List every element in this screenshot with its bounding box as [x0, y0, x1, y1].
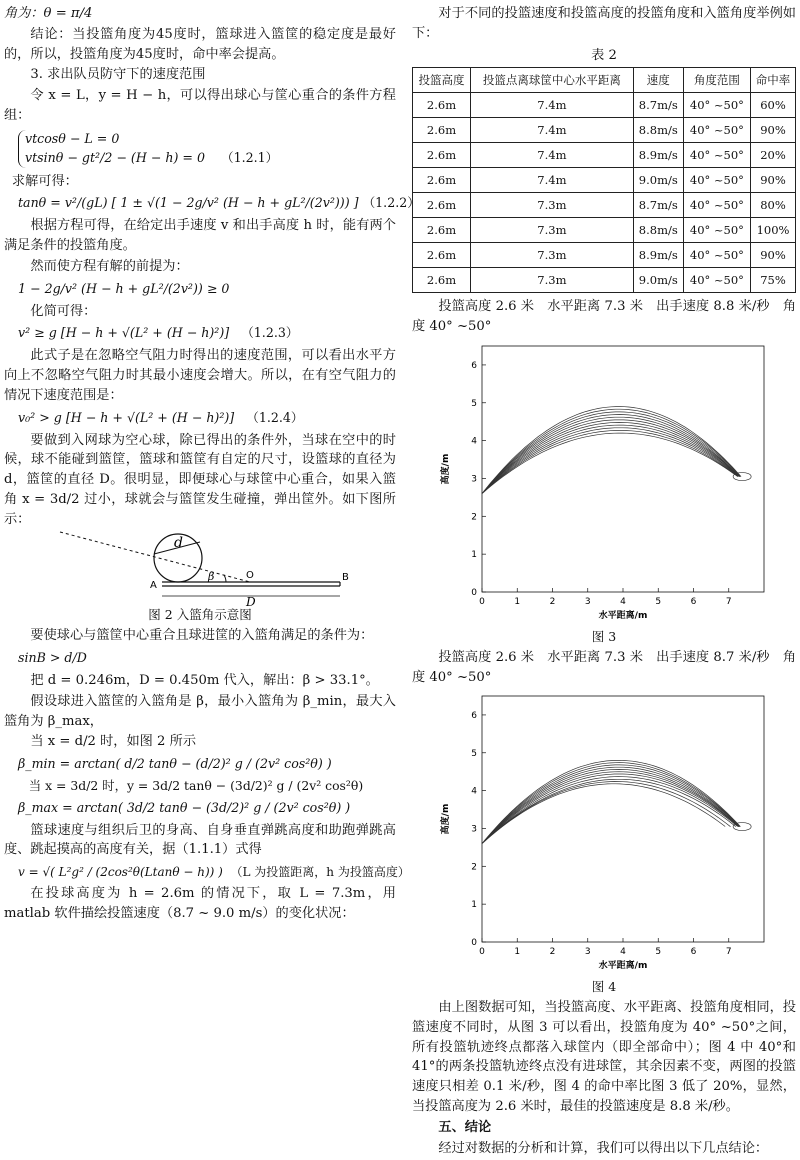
cell-angle-range: 40° ~50°	[683, 118, 750, 143]
figure-3-description: 投篮高度 2.6 米 水平距离 7.3 米 出手速度 8.8 米/秒 角度 40° ~50°	[412, 299, 796, 335]
table-row	[413, 143, 796, 168]
table-row	[413, 268, 796, 293]
y-tick-label: 2	[471, 862, 477, 873]
cell-speed: 8.9m/s	[633, 243, 683, 268]
angle-result: 角为：θ = π/4	[4, 6, 93, 21]
conclusion-para: 结论：当投篮角度为45度时，篮球进入篮筐的稳定度是最好的，所以，投篮角度为45度时，命中率会提高。	[4, 26, 396, 62]
y-tick-label: 5	[471, 749, 477, 760]
cell-speed: 8.8m/s	[633, 118, 683, 143]
label-A: A	[150, 580, 157, 592]
beta-max-formula: β_max = arctan( 3d/2 tanθ − (3d/2)² g / (2v² cos²θ) )	[18, 799, 351, 815]
x-tick-label: 1	[514, 596, 521, 607]
figure-2-caption: 图 2 入篮角示意图	[148, 607, 252, 623]
cell-distance: 7.4m	[471, 93, 634, 118]
cell-angle-range: 40° ~50°	[683, 143, 750, 168]
label-d: d	[174, 535, 183, 552]
x-tick-label: 0	[479, 596, 485, 607]
cell-hit-rate: 90%	[751, 118, 796, 143]
cell-height: 2.6m	[413, 193, 471, 218]
table-2	[412, 67, 796, 293]
y-tick-label: 4	[471, 786, 477, 797]
simplify-label: 化简可得：	[30, 303, 97, 319]
x-tick-label: 5	[655, 947, 662, 958]
x-tick-label: 3	[584, 947, 591, 958]
y-tick-label: 3	[471, 474, 477, 485]
y-tick-label: 4	[471, 436, 477, 447]
beta-min-formula: β_min = arctan( d/2 tanθ − (d/2)² g / (2v² cos²θ) )	[18, 756, 332, 772]
table-row	[413, 118, 796, 143]
x-tick-label: 4	[620, 947, 626, 958]
table-2-title: 表 2	[591, 47, 617, 63]
ball-hoop-para: 要做到入网球为空心球，除已得出的条件外，当球在空中的时候，球不能碰到篮筐，篮球和篮筐有自定的尺寸，设篮球的直径为 d，篮筐的直径 D。很明显，即便球心与球筐中心重合，如果入篮角 x = 3d/2 过小，球就会与篮筐发生碰撞，弹出筐外。如下图所示：	[4, 432, 396, 527]
analysis-para: 由上图数据可知，当投篮高度、水平距离、投篮角度相同，投篮速度不同时，从图 3 可以看出，投篮角度为 40° ~50°之间，所有投篮轨迹终点都落入球筐内（即全部命中）；图 4 中 40°和 41°的两条投篮轨迹终点没有进球筐，其余因素不变，两图的投篮速度只相差 0.1 米/秒，图 4 的命中率比图 3 低了 20%，显然，当投篮高度为 2.6 米时，最佳的投篮速度是 8.8 米/秒。	[412, 1000, 796, 1115]
matlab-para: 在投球高度为 h = 2.6m 的情况下，取 L = 7.3m，用 matlab 软件描绘投篮速度（8.7 ~ 9.0 m/s）的变化状况：	[4, 886, 396, 921]
cell-distance: 7.3m	[471, 218, 634, 243]
entry-condition-para: 要使球心与篮筐中心重合且球进筐的入篮角满足的条件为：	[30, 628, 374, 644]
label-B: B	[342, 572, 349, 584]
y-tick-label: 5	[471, 398, 477, 409]
sinB-condition: sinB > d/D	[18, 650, 87, 666]
solve-label: 求解可得：	[11, 173, 78, 189]
cell-speed: 8.8m/s	[633, 218, 683, 243]
x-axis-label: 水平距离/m	[598, 961, 648, 972]
plot-frame	[482, 696, 764, 942]
label-O: O	[246, 570, 254, 582]
cell-distance: 7.3m	[471, 193, 634, 218]
eq-121-line1: vtcosθ − L = 0	[25, 130, 120, 146]
y-tick-label: 1	[471, 900, 477, 911]
table-row	[413, 93, 796, 118]
let-xy-para: 令 x = L，y = H − h，可以得出球心与筐心重合的条件方程组：	[4, 88, 396, 123]
cell-angle-range: 40° ~50°	[683, 243, 750, 268]
y-tick-label: 6	[471, 711, 477, 722]
x-tick-label: 1	[514, 947, 521, 958]
y-tick-label: 2	[471, 512, 477, 523]
x-tick-label: 6	[690, 947, 697, 958]
label-D: D	[246, 595, 256, 607]
cell-hit-rate: 100%	[751, 218, 796, 243]
y-tick-label: 0	[471, 938, 477, 949]
cell-distance: 7.4m	[471, 168, 634, 193]
cell-distance: 7.4m	[471, 143, 634, 168]
label-beta: β	[208, 570, 215, 584]
cell-height: 2.6m	[413, 268, 471, 293]
precondition-para: 然而使方程有解的前提为：	[30, 258, 189, 274]
x-tick-label: 7	[725, 947, 732, 958]
cell-height: 2.6m	[413, 168, 471, 193]
cell-angle-range: 40° ~50°	[683, 93, 750, 118]
y-tick-label: 1	[471, 550, 477, 561]
figure-3-caption: 图 3	[591, 628, 617, 644]
table-row	[413, 218, 796, 243]
cell-distance: 7.4m	[471, 118, 634, 143]
eq-121-number: （1.2.1）	[220, 149, 279, 165]
equation-1-2-3: v² ≥ g [H − h + √(L² + (H − h)²)] （1.2.3）	[18, 325, 299, 341]
trajectory-line	[482, 761, 740, 844]
cell-speed: 8.9m/s	[633, 143, 683, 168]
when-3d-half: 当 x = 3d/2 时，y = 3d/2 tanθ − (3d/2)² g / (2v² cos²θ)	[28, 778, 364, 793]
beta-arc	[224, 575, 226, 582]
cell-distance: 7.3m	[471, 243, 634, 268]
table-row	[413, 193, 796, 218]
y-axis-label: 高度/m	[441, 803, 451, 835]
figure-4-caption: 图 4	[591, 979, 617, 995]
substitution-para: 把 d = 0.246m，D = 0.450m 代入，解出：β > 33.1°。	[30, 672, 379, 688]
x-tick-label: 0	[479, 947, 485, 958]
cell-hit-rate: 75%	[751, 268, 796, 293]
inequality: 1 − 2g/v² (H − h + gL²/(2v²)) ≥ 0	[18, 280, 230, 296]
th-hit-rate: 命中率	[751, 68, 796, 93]
left-column	[4, 4, 420, 925]
equation-1-2-4: v₀² > g [H − h + √(L² + (H − h)²)] （1.2.4）	[18, 409, 304, 425]
cell-angle-range: 40° ~50°	[683, 268, 750, 293]
velocity-formula: v = √( L²g² / (2cos²θ(Ltanθ − h)) ) （L 为投篮距离，h 为投篮高度）	[18, 865, 410, 880]
eq-122-number: （1.2.2）	[362, 195, 420, 211]
air-resistance-para: 此式子是在忽略空气阻力时得出的速度范围，可以看出水平方向上不忽略空气阻力时其最小速度会增大。所以，在有空气阻力的情况下速度范围是：	[4, 348, 396, 403]
plot-frame	[482, 346, 764, 592]
cell-hit-rate: 60%	[751, 93, 796, 118]
hoop-ellipse	[733, 823, 751, 831]
th-distance: 投篮点离球筐中心水平距离	[471, 68, 634, 93]
equation-1-2-2: tanθ = v²/(gL) [ 1 ± √(1 − 2g/v² (H − h + gL²/(2v²))) ] （1.2.2）	[18, 195, 420, 211]
cell-height: 2.6m	[413, 143, 471, 168]
y-axis-label: 高度/m	[441, 453, 451, 485]
equation-system-1-2-1	[18, 130, 396, 168]
cell-angle-range: 40° ~50°	[683, 193, 750, 218]
x-tick-label: 4	[620, 596, 626, 607]
tangent-line	[60, 532, 250, 582]
figure-2-entry-angle-diagram	[50, 530, 350, 606]
x-tick-label: 3	[584, 596, 591, 607]
cell-hit-rate: 90%	[751, 243, 796, 268]
table-header-row	[413, 68, 796, 93]
table-row	[413, 243, 796, 268]
cell-hit-rate: 80%	[751, 193, 796, 218]
hoop-ellipse	[733, 473, 751, 481]
x-axis-label: 水平距离/m	[598, 610, 648, 621]
y-tick-label: 0	[471, 587, 477, 598]
cell-hit-rate: 90%	[751, 168, 796, 193]
cell-hit-rate: 20%	[751, 143, 796, 168]
section-3-heading: 3. 求出队员防守下的速度范围	[30, 67, 206, 83]
when-d-half: 当 x = d/2 时，如图 2 所示	[30, 734, 197, 750]
x-tick-label: 7	[725, 596, 732, 607]
speed-factors-para: 篮球速度与组织后卫的身高、自身垂直弹跳高度和助跑弹跳高度、跳起摸高的高度有关，据（1.1.1）式得	[4, 822, 396, 858]
th-angle-range: 角度范围	[683, 68, 750, 93]
two-angles-para: 根据方程可得，在给定出手速度 v 和出手高度 h 时，能有两个满足条件的投篮角度。	[4, 218, 396, 254]
cell-distance: 7.3m	[471, 268, 634, 293]
eq-123-number: （1.2.3）	[241, 325, 299, 341]
eq-124-number: （1.2.4）	[246, 409, 304, 425]
y-tick-label: 3	[471, 824, 477, 835]
cell-angle-range: 40° ~50°	[683, 168, 750, 193]
cell-height: 2.6m	[413, 243, 471, 268]
cell-speed: 8.7m/s	[633, 193, 683, 218]
cell-height: 2.6m	[413, 218, 471, 243]
final-para: 经过对数据的分析和计算，我们可以得出以下几点结论：	[438, 1140, 769, 1156]
figure-4-description: 投篮高度 2.6 米 水平距离 7.3 米 出手速度 8.7 米/秒 角度 40° ~50°	[412, 649, 796, 685]
cell-speed: 8.7m/s	[633, 93, 683, 118]
figure-4-trajectory-chart	[434, 688, 774, 978]
cell-speed: 9.0m/s	[633, 268, 683, 293]
cell-speed: 9.0m/s	[633, 168, 683, 193]
figure-3-trajectory-chart	[434, 338, 774, 628]
cell-height: 2.6m	[413, 118, 471, 143]
assumption-para: 假设球进入篮筐的入篮角是 β，最小入篮角为 β_min，最大入篮角为 β_max，	[4, 693, 396, 729]
table-intro: 对于不同的投篮速度和投篮高度的投篮角度和入篮角度举例如下：	[412, 6, 796, 41]
velocity-note: （L 为投篮距离，h 为投篮高度）	[230, 865, 410, 880]
cell-height: 2.6m	[413, 93, 471, 118]
table-row	[413, 168, 796, 193]
x-tick-label: 6	[690, 596, 697, 607]
y-tick-label: 6	[471, 360, 477, 371]
cell-angle-range: 40° ~50°	[683, 218, 750, 243]
right-column	[412, 4, 796, 1159]
x-tick-label: 2	[549, 947, 556, 958]
x-tick-label: 2	[549, 596, 556, 607]
x-tick-label: 5	[655, 596, 662, 607]
th-speed: 速度	[633, 68, 683, 93]
eq-121-line2: vtsinθ − gt²/2 − (H − h) = 0 （1.2.1）	[25, 149, 279, 165]
th-height: 投篮高度	[413, 68, 471, 93]
section-5-heading: 五、结论	[438, 1119, 492, 1135]
